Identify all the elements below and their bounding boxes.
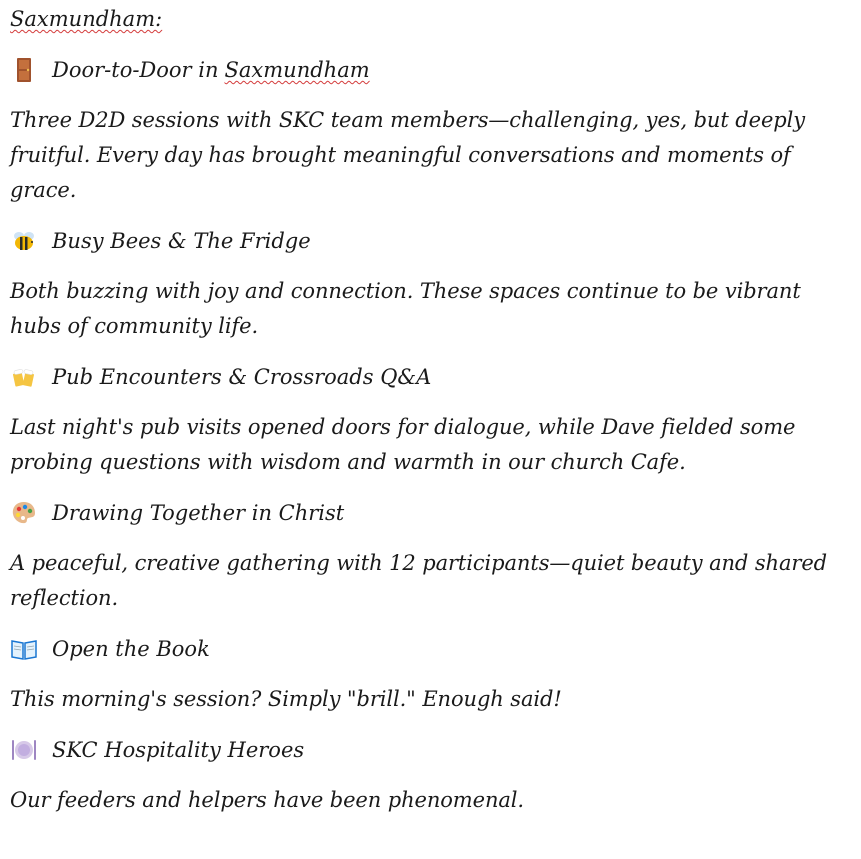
heading-text: Door-to-Door in — [52, 58, 219, 82]
section-heading-door-to-door — [10, 55, 855, 85]
section-heading-drawing-together — [10, 498, 855, 528]
section-heading-open-the-book — [10, 634, 855, 664]
heading-text: Drawing Together in Christ — [52, 501, 345, 525]
heading-text: SKC Hospitality Heroes — [52, 738, 305, 762]
artist-palette-icon — [10, 500, 38, 526]
open-book-icon — [10, 636, 38, 662]
section-paragraph: This morning's session? Simply "brill." Enough said! — [10, 687, 562, 711]
document-body[interactable] — [10, 4, 855, 818]
beer-mugs-icon — [10, 364, 38, 390]
page-title — [10, 4, 855, 34]
heading-text: Pub Encounters & Crossroads Q&A — [52, 365, 432, 389]
section-paragraph: Both buzzing with joy and connection. These spaces continue to be vibrant hubs of community life. — [10, 279, 801, 338]
section-heading-pub-encounters — [10, 362, 855, 392]
bee-icon — [10, 228, 38, 254]
section-paragraph: A peaceful, creative gathering with 12 participants—quiet beauty and shared reflection. — [10, 551, 827, 610]
heading-text: Busy Bees & The Fridge — [52, 229, 311, 253]
section-paragraph: Our feeders and helpers have been phenomenal. — [10, 788, 524, 812]
plate-icon — [10, 737, 38, 763]
door-icon — [10, 57, 38, 83]
section-paragraph: Three D2D sessions with SKC team members—challenging, yes, but deeply fruitful. Every day has brought meaningful conversations and moments of grace. — [10, 108, 805, 202]
section-heading-hospitality-heroes — [10, 735, 855, 765]
title-text: Saxmundham: — [10, 7, 163, 31]
section-heading-busy-bees — [10, 226, 855, 256]
heading-misspelled-word: Saxmundham — [224, 58, 370, 82]
section-paragraph: Last night's pub visits opened doors for dialogue, while Dave fielded some probing questions with wisdom and warmth in our church Cafe. — [10, 415, 796, 474]
heading-text: Open the Book — [52, 637, 210, 661]
